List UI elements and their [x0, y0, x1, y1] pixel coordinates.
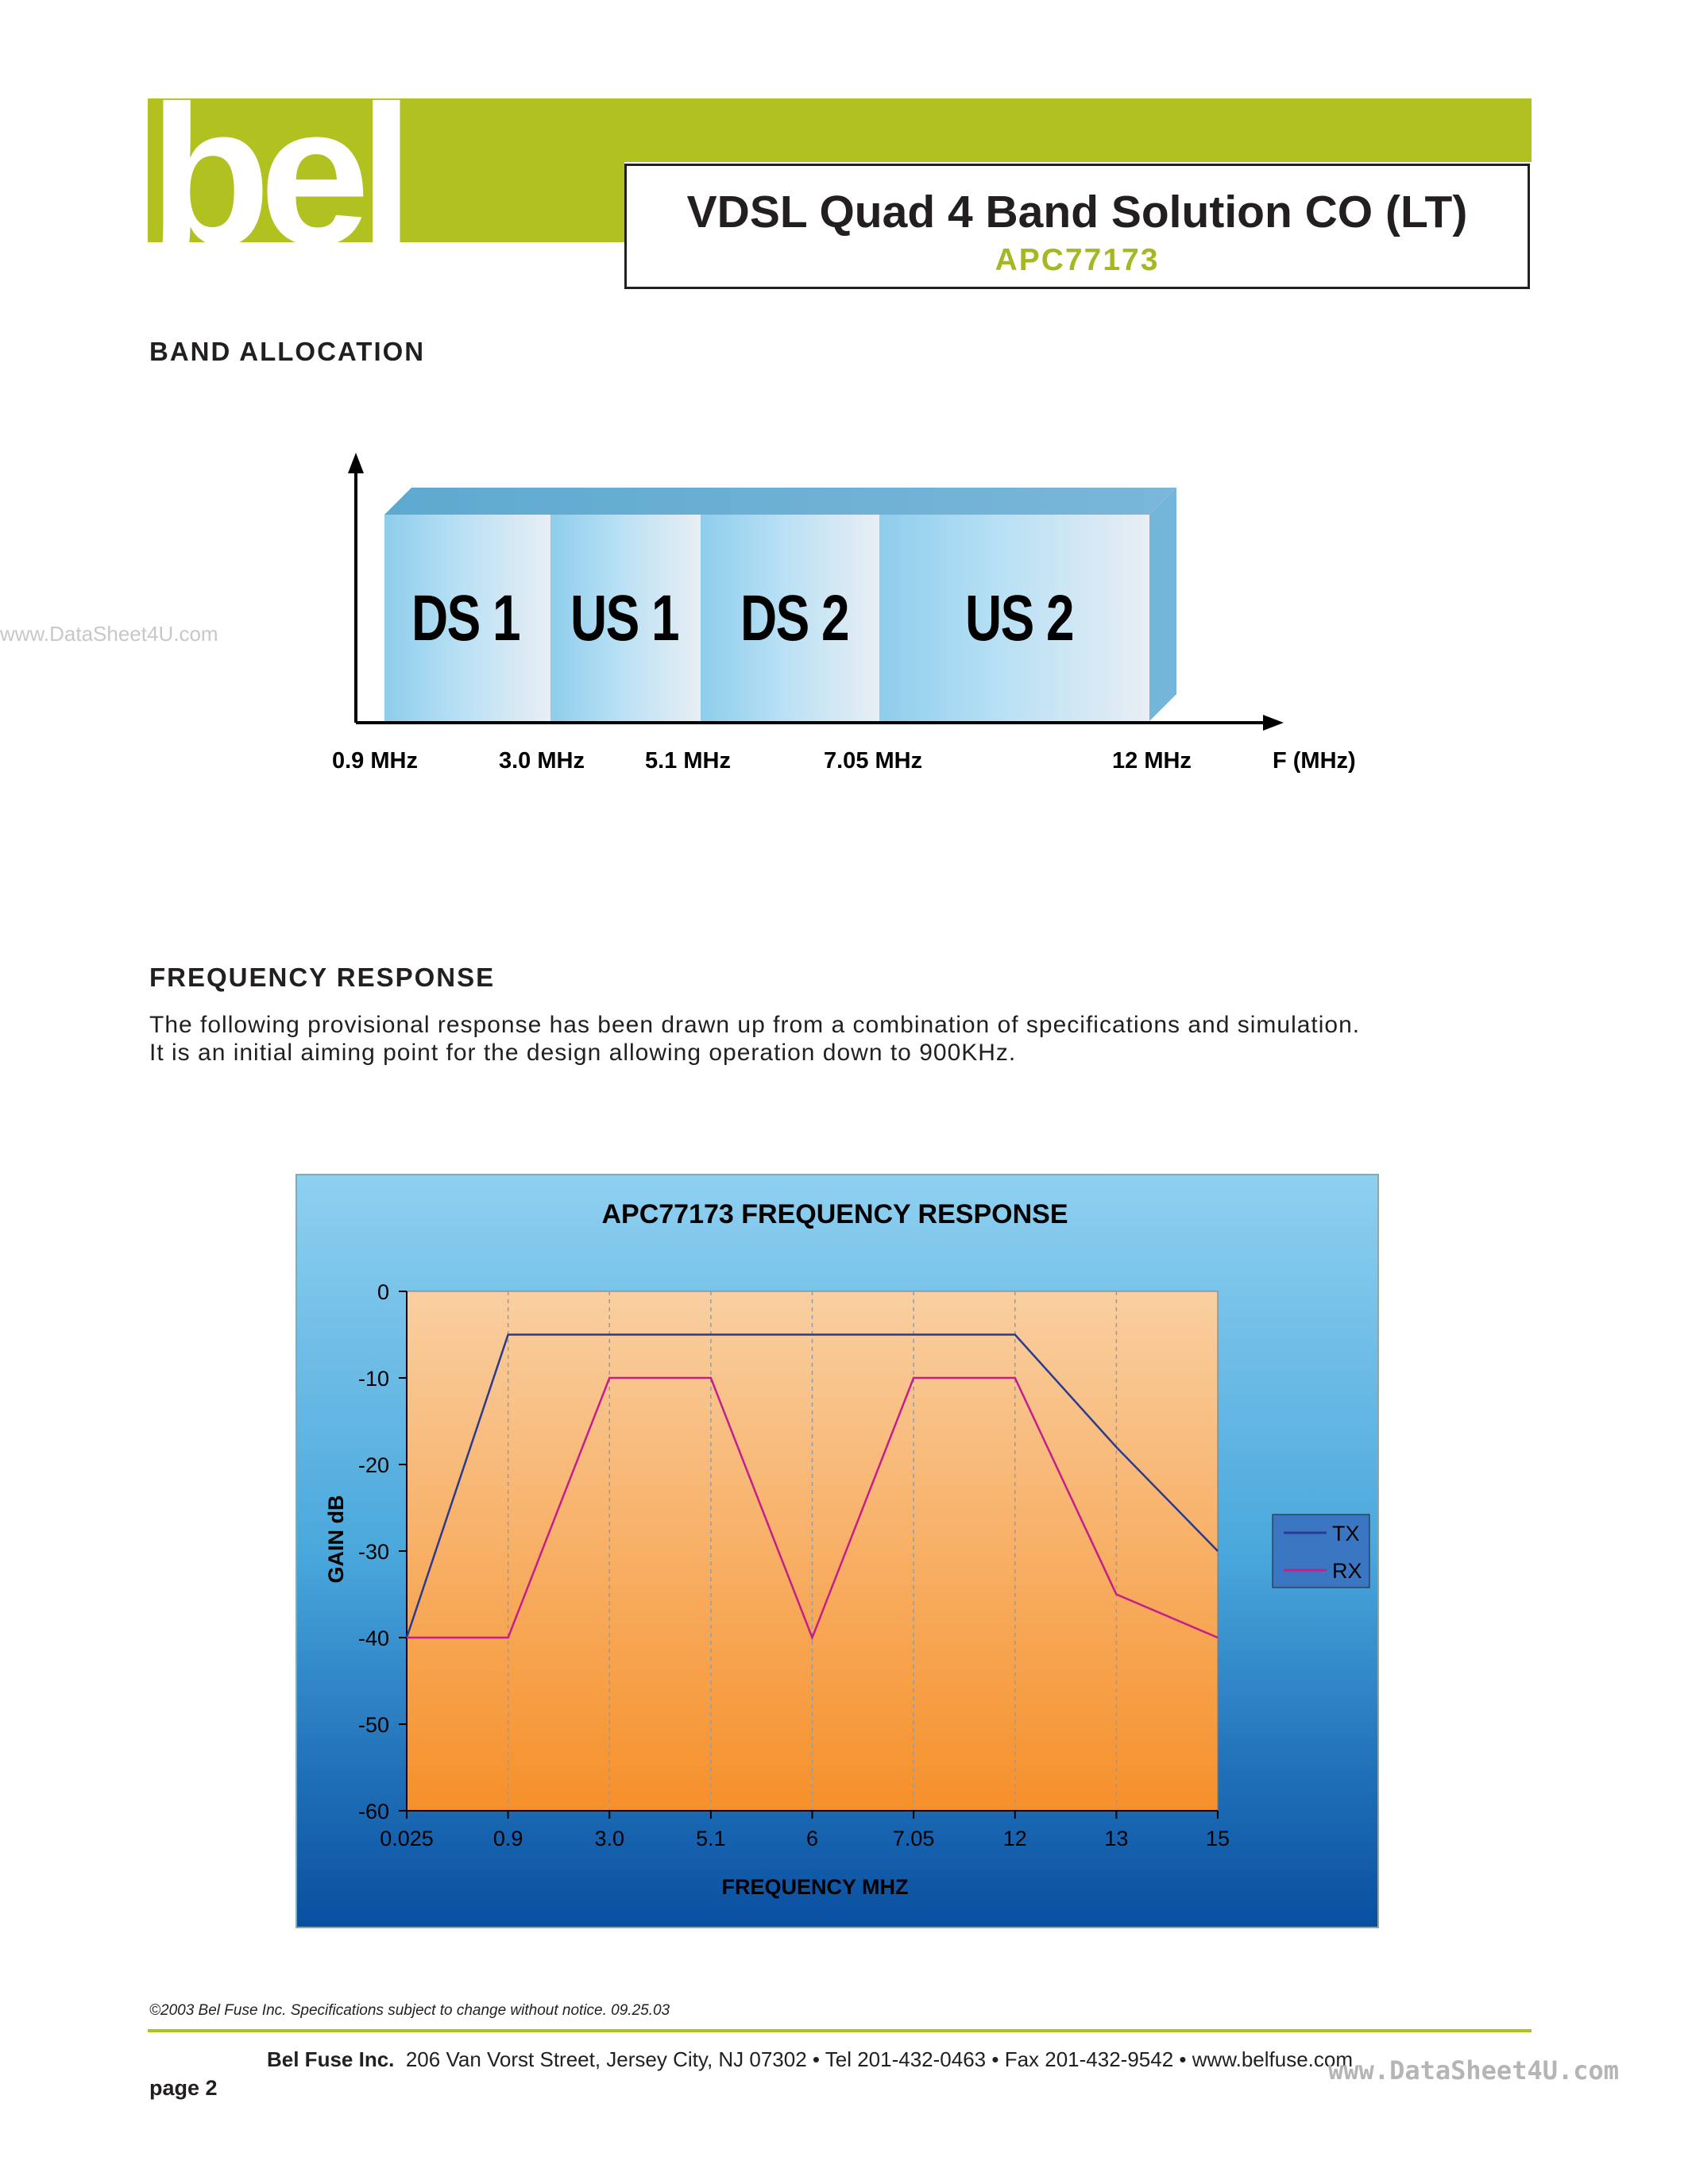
freq-tick: 0.9 MHz: [332, 748, 418, 774]
x-tick-label: 13: [1104, 1827, 1129, 1850]
x-tick-label: 5.1: [696, 1827, 726, 1850]
watermark-right: www.DataSheet4U.com: [1328, 2055, 1620, 2086]
company-address: 206 Van Vorst Street, Jersey City, NJ 07302 • Tel 201-432-0463 • Fax 201-432-9542 • www.belfuse.com: [405, 2047, 1354, 2071]
company-name: Bel Fuse Inc.: [267, 2047, 395, 2071]
legend-label-rx: RX: [1332, 1559, 1362, 1583]
freq-axis-label: F (MHz): [1273, 748, 1356, 774]
x-tick-label: 7.05: [892, 1827, 935, 1850]
band-label-us1: US 1: [570, 582, 678, 654]
y-tick-label: -10: [357, 1367, 389, 1391]
x-tick-label: 0.9: [492, 1827, 523, 1850]
x-tick-label: 12: [1002, 1827, 1027, 1850]
chart-title: APC77173 FREQUENCY RESPONSE: [601, 1199, 1068, 1229]
x-tick-label: 3.0: [594, 1827, 625, 1850]
part-number: APC77173: [995, 243, 1160, 277]
watermark-left: www.DataSheet4U.com: [0, 622, 218, 646]
y-tick-label: -30: [357, 1540, 389, 1564]
footer-rule: [148, 2029, 1532, 2032]
band-allocation-heading: BAND ALLOCATION: [149, 337, 426, 366]
paragraph-line: The following provisional response has been drawn up from a combination of specifications and simulation.: [149, 1012, 1361, 1038]
page-number: page 2: [149, 2076, 218, 2100]
y-tick-label: -40: [357, 1626, 389, 1650]
y-tick-label: 0: [377, 1280, 389, 1304]
y-tick-label: -50: [357, 1713, 389, 1737]
document-title: VDSL Quad 4 Band Solution CO (LT): [686, 187, 1468, 237]
y-axis-label: GAIN dB: [324, 1495, 348, 1584]
y-tick-label: -60: [357, 1800, 389, 1823]
copyright-notice: ©2003 Bel Fuse Inc. Specifications subject to change without notice. 09.25.03: [149, 2002, 670, 2019]
x-tick-label: 6: [805, 1827, 819, 1850]
x-tick-label: 0.025: [380, 1827, 434, 1850]
band-label-ds1: DS 1: [411, 582, 520, 654]
freq-tick: 7.05 MHz: [824, 748, 923, 774]
freq-tick: 5.1 MHz: [645, 748, 731, 774]
paragraph-line: It is an initial aiming point for the design allowing operation down to 900KHz.: [149, 1040, 1017, 1066]
x-tick-label: 15: [1205, 1827, 1230, 1850]
freq-tick: 3.0 MHz: [499, 748, 585, 774]
freq-tick: 12 MHz: [1112, 748, 1192, 774]
footer-contact: [267, 2047, 1353, 2072]
frequency-response-heading: FREQUENCY RESPONSE: [149, 963, 496, 992]
x-axis-label: FREQUENCY MHZ: [721, 1875, 909, 1899]
band-label-us2: US 2: [965, 582, 1073, 654]
legend-label-tx: TX: [1332, 1522, 1360, 1545]
band-label-ds2: DS 2: [740, 582, 848, 654]
bel-logo: bel: [149, 64, 404, 286]
y-tick-label: -20: [357, 1453, 389, 1477]
